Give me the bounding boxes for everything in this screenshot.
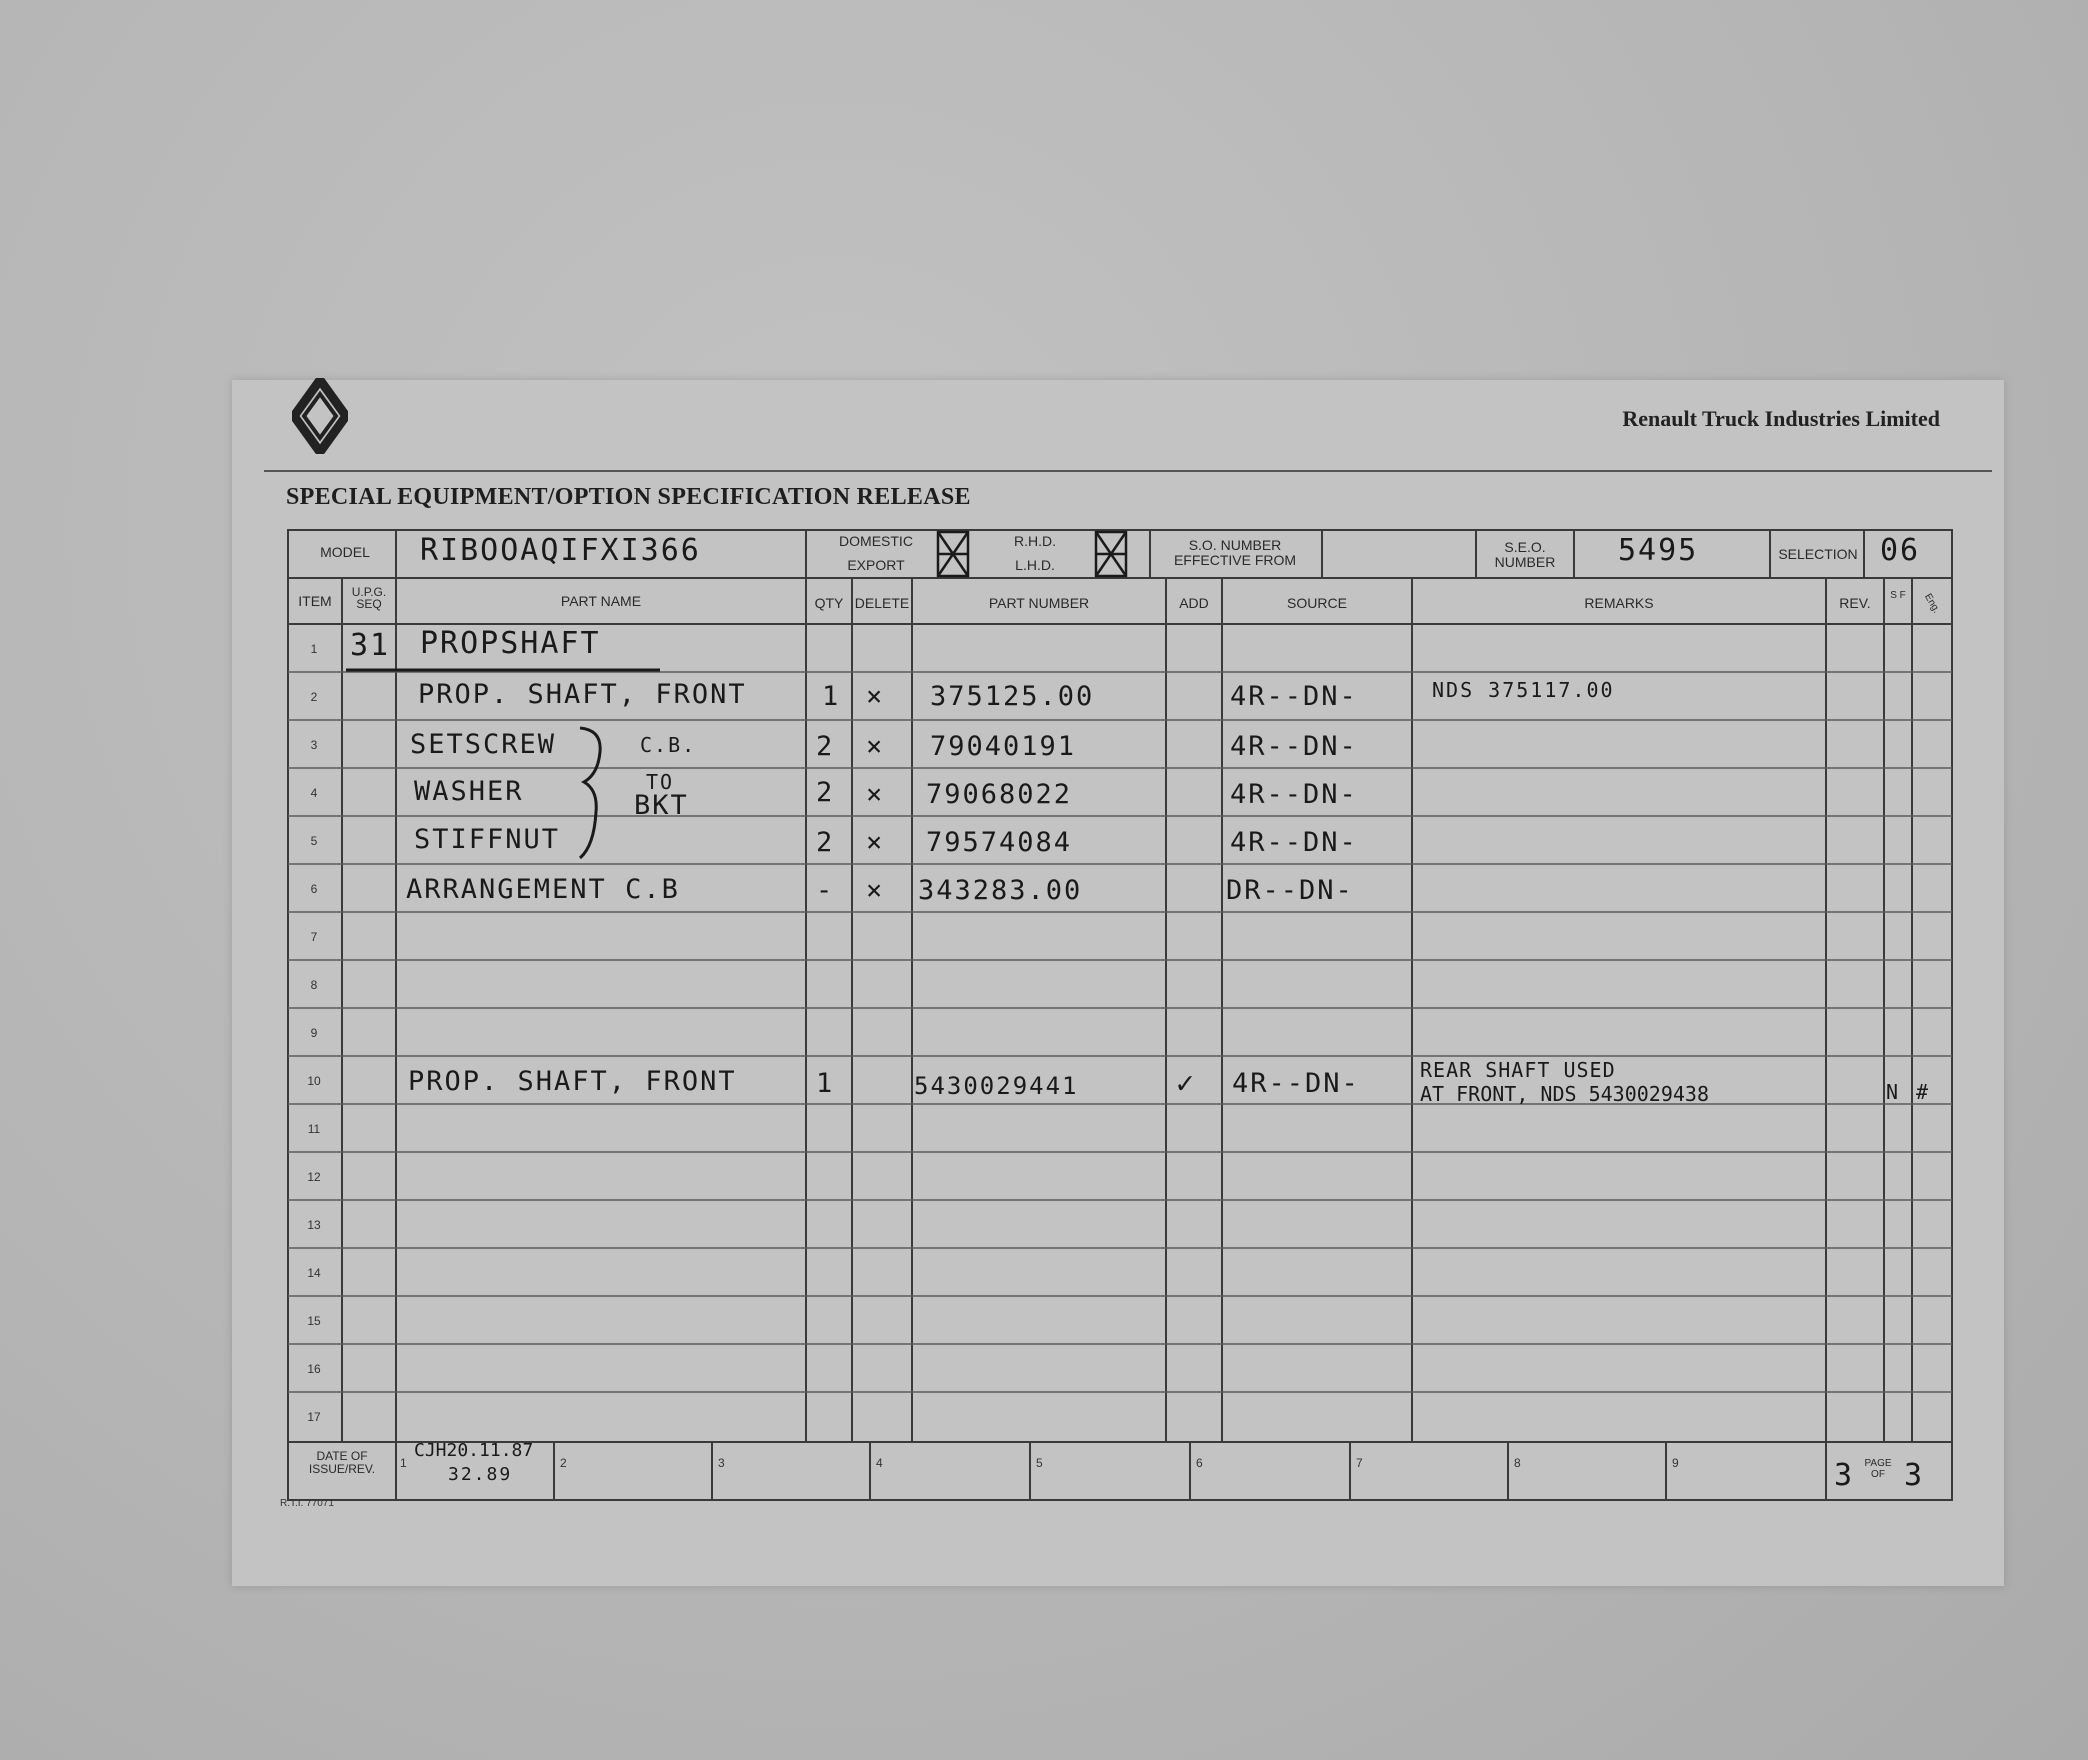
bracket-note-to: TO: [646, 770, 675, 794]
footer-slot-number: 7: [1356, 1456, 1363, 1470]
col-delete: DELETE: [854, 595, 910, 611]
row-number: 3: [310, 738, 318, 752]
row3-delete: ×: [866, 731, 885, 762]
lhd-label: L.H.D.: [1015, 557, 1055, 573]
footer-slot-number: 9: [1672, 1456, 1679, 1470]
row-number: 16: [307, 1362, 321, 1376]
row1-name: PROPSHAFT: [420, 626, 601, 661]
domestic-label: DOMESTIC: [839, 533, 913, 549]
row10-part: 5430029441: [914, 1072, 1079, 1100]
row2-remarks: NDS 375117.00: [1432, 678, 1615, 702]
row6-part: 343283.00: [918, 875, 1083, 906]
row4-source: 4R--DN-: [1230, 779, 1358, 810]
effective-from-label: EFFECTIVE FROM: [1173, 552, 1297, 568]
col-sf: S F: [1890, 590, 1906, 601]
row-number: 6: [310, 882, 318, 896]
row5-delete: ×: [866, 827, 885, 858]
footer-slot-number: 4: [876, 1456, 883, 1470]
row6-source: DR--DN-: [1226, 875, 1354, 906]
row-number: 1: [310, 642, 318, 656]
col-remarks: REMARKS: [1584, 595, 1654, 611]
col-source: SOURCE: [1287, 595, 1347, 611]
row10-add: ✓: [1176, 1066, 1197, 1101]
col-part-name: PART NAME: [560, 593, 642, 609]
footer-slot-number: 8: [1514, 1456, 1521, 1470]
row10-qty: 1: [816, 1068, 835, 1099]
col-last: Eng.: [1922, 591, 1942, 616]
date-of-issue-label: DATE OF ISSUE/REV.: [308, 1449, 376, 1476]
footer-slot-number: 2: [560, 1456, 567, 1470]
page-current: 3: [1834, 1458, 1855, 1493]
date-value-2: 32.89: [448, 1464, 513, 1485]
row5-source: 4R--DN-: [1230, 827, 1358, 858]
col-upg-seq: U.P.G. SEQ: [351, 585, 387, 611]
row-number: 11: [307, 1122, 321, 1136]
row10-source: 4R--DN-: [1232, 1068, 1360, 1099]
page-total: 3: [1904, 1458, 1925, 1493]
row10-sf: N: [1886, 1080, 1901, 1104]
rhd-label: R.H.D.: [1014, 533, 1056, 549]
row10-name: PROP. SHAFT, FRONT: [408, 1066, 737, 1097]
row2-source: 4R--DN-: [1230, 681, 1358, 712]
footer-slot-number: 5: [1036, 1456, 1043, 1470]
footer-slot-number: 6: [1196, 1456, 1203, 1470]
row-number: 5: [310, 834, 318, 848]
row-number: 14: [307, 1266, 321, 1280]
row3-qty: 2: [816, 731, 835, 762]
row3-name: SETSCREW: [410, 729, 557, 760]
row2-delete: ×: [866, 681, 885, 712]
row-number: 4: [310, 786, 318, 800]
row4-delete: ×: [866, 779, 885, 810]
row-number: 10: [307, 1074, 321, 1088]
company-name: Renault Truck Industries Limited: [1622, 406, 1940, 431]
export-label: EXPORT: [847, 557, 905, 573]
model-value: RIBOOAQIFXI366: [420, 533, 701, 568]
row3-source: 4R--DN-: [1230, 731, 1358, 762]
row4-qty: 2: [816, 777, 835, 808]
col-part-number: PART NUMBER: [988, 595, 1090, 611]
row6-delete: ×: [866, 875, 885, 906]
so-number-label: S.O. NUMBER: [1188, 537, 1282, 553]
row10-last: #: [1916, 1080, 1931, 1104]
row-number: 2: [310, 690, 318, 704]
bracket-note-bkt: BKT: [634, 790, 689, 821]
row10-remarks-line1: REAR SHAFT USED: [1420, 1058, 1616, 1082]
row-number: 8: [310, 978, 318, 992]
selection-label: SELECTION: [1778, 546, 1858, 562]
seo-number-label: S.E.O. NUMBER: [1494, 539, 1556, 570]
row4-part: 79068022: [926, 779, 1073, 810]
row6-qty: -: [816, 875, 835, 906]
row2-part: 375125.00: [930, 681, 1095, 712]
col-qty: QTY: [814, 595, 844, 611]
footer-slot-number: 1: [400, 1456, 407, 1470]
col-rev: REV.: [1839, 595, 1871, 611]
row-number: 9: [310, 1026, 318, 1040]
seo-number-value: 5495: [1618, 533, 1699, 568]
form-code: R.T.I. 77071: [280, 1498, 334, 1509]
date-value-1: CJH20.11.87: [414, 1440, 534, 1461]
bracket-note-cb: C.B.: [640, 733, 697, 757]
model-label: MODEL: [320, 544, 370, 560]
row10-remarks-line2: AT FRONT, NDS 5430029438: [1420, 1082, 1709, 1106]
row5-part: 79574084: [926, 827, 1073, 858]
row-number: 7: [310, 930, 318, 944]
row-number: 17: [307, 1410, 321, 1424]
row-number: 13: [307, 1218, 321, 1232]
form-title: SPECIAL EQUIPMENT/OPTION SPECIFICATION RELEASE: [286, 484, 971, 510]
row2-name: PROP. SHAFT, FRONT: [418, 679, 747, 710]
row1-seq: 31: [350, 628, 391, 663]
row6-name: ARRANGEMENT C.B: [406, 874, 680, 905]
col-add: ADD: [1179, 595, 1209, 611]
selection-value: 06: [1880, 533, 1921, 568]
footer-slot-number: 3: [718, 1456, 725, 1470]
row5-name: STIFFNUT: [414, 824, 561, 855]
row2-qty: 1: [822, 681, 841, 712]
col-item: ITEM: [298, 593, 332, 609]
row-number: 15: [307, 1314, 321, 1328]
page-of-label: PAGE OF: [1864, 1458, 1892, 1480]
row3-part: 79040191: [930, 731, 1077, 762]
row5-qty: 2: [816, 827, 835, 858]
row4-name: WASHER: [414, 776, 524, 807]
row-number: 12: [307, 1170, 321, 1184]
